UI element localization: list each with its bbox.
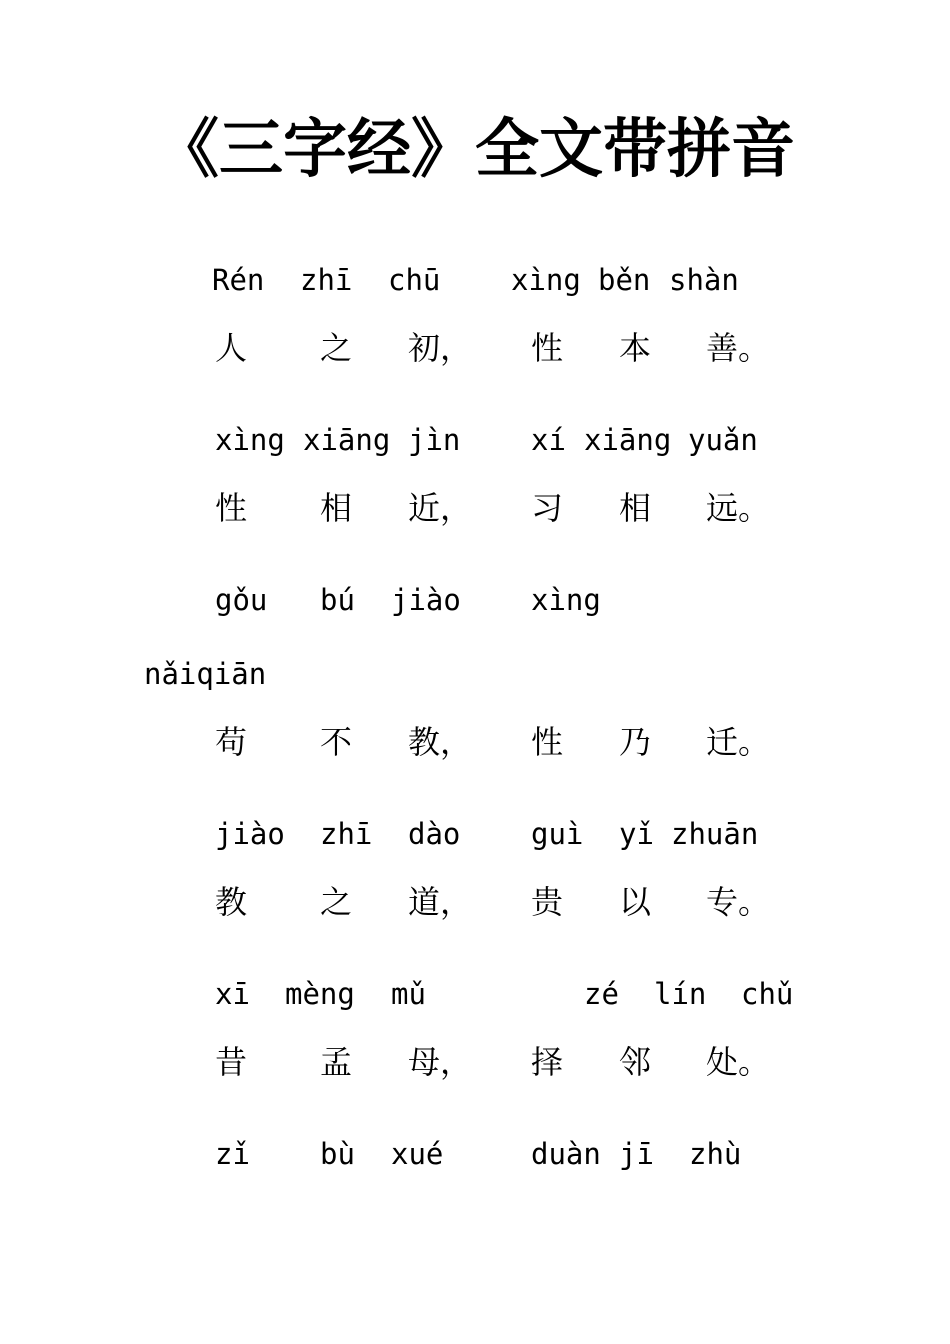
pinyin-syllable: jìn — [408, 423, 461, 457]
pinyin-syllable: xiāng — [303, 423, 391, 457]
page-title: 《三字经》全文带拼音 — [155, 113, 795, 187]
pinyin-syllable: xué — [391, 1137, 444, 1171]
hanzi: 相 — [619, 489, 652, 527]
hanzi: 专。 — [706, 883, 771, 921]
hanzi: 教， — [408, 723, 473, 761]
pinyin-syllable: zǐ — [215, 1137, 250, 1171]
hanzi: 性 — [531, 723, 564, 761]
pinyin-syllable: xìng — [511, 263, 581, 297]
hanzi: 道， — [408, 883, 473, 921]
pinyin-syllable: jī — [619, 1137, 654, 1171]
hanzi: 不 — [320, 723, 353, 761]
hanzi: 之 — [320, 329, 353, 367]
hanzi: 善。 — [706, 329, 771, 367]
hanzi: 迁。 — [706, 723, 771, 761]
pinyin-syllable: nǎiqiān — [144, 657, 267, 691]
pinyin-syllable: zhuān — [671, 817, 759, 851]
pinyin-syllable: lín — [654, 977, 707, 1011]
pinyin-syllable: shàn — [669, 263, 739, 297]
hanzi: 初， — [408, 329, 473, 367]
hanzi: 择 — [531, 1043, 564, 1081]
hanzi: 远。 — [706, 489, 771, 527]
hanzi: 相 — [320, 489, 353, 527]
hanzi: 苟 — [215, 723, 248, 761]
pinyin-syllable: chū — [388, 263, 441, 297]
pinyin-syllable: xí — [531, 423, 566, 457]
pinyin-syllable: chǔ — [741, 977, 794, 1011]
pinyin-syllable: xiāng — [584, 423, 672, 457]
pinyin-syllable: jiào — [215, 817, 285, 851]
pinyin-syllable: gǒu — [215, 583, 268, 617]
pinyin-syllable: jiào — [391, 583, 461, 617]
hanzi: 性 — [531, 329, 564, 367]
pinyin-syllable: yǐ — [619, 817, 654, 851]
hanzi: 教 — [215, 883, 248, 921]
pinyin-syllable: Rén — [212, 263, 265, 297]
hanzi: 乃 — [619, 723, 652, 761]
hanzi: 性 — [215, 489, 248, 527]
pinyin-syllable: yuǎn — [688, 423, 758, 457]
hanzi: 人 — [215, 329, 248, 367]
hanzi: 邻 — [619, 1043, 652, 1081]
hanzi: 贵 — [531, 883, 564, 921]
pinyin-syllable: zhù — [689, 1137, 742, 1171]
pinyin-syllable: dào — [408, 817, 461, 851]
hanzi: 之 — [320, 883, 353, 921]
pinyin-syllable: mǔ — [391, 977, 426, 1011]
pinyin-syllable: xìng — [215, 423, 285, 457]
pinyin-syllable: guì — [531, 817, 584, 851]
hanzi: 孟 — [320, 1043, 353, 1081]
pinyin-syllable: běn — [598, 263, 651, 297]
pinyin-syllable: zé — [584, 977, 619, 1011]
pinyin-syllable: zhī — [320, 817, 373, 851]
hanzi: 本 — [619, 329, 652, 367]
hanzi: 习 — [531, 489, 564, 527]
pinyin-syllable: bú — [320, 583, 355, 617]
hanzi: 昔 — [215, 1043, 248, 1081]
pinyin-syllable: mèng — [285, 977, 355, 1011]
pinyin-syllable: zhī — [300, 263, 353, 297]
hanzi: 处。 — [706, 1043, 771, 1081]
pinyin-syllable: duàn — [531, 1137, 601, 1171]
hanzi: 近， — [408, 489, 473, 527]
pinyin-syllable: xìng — [531, 583, 601, 617]
hanzi: 以 — [619, 883, 652, 921]
hanzi: 母， — [408, 1043, 473, 1081]
pinyin-syllable: bù — [320, 1137, 355, 1171]
pinyin-syllable: xī — [215, 977, 250, 1011]
